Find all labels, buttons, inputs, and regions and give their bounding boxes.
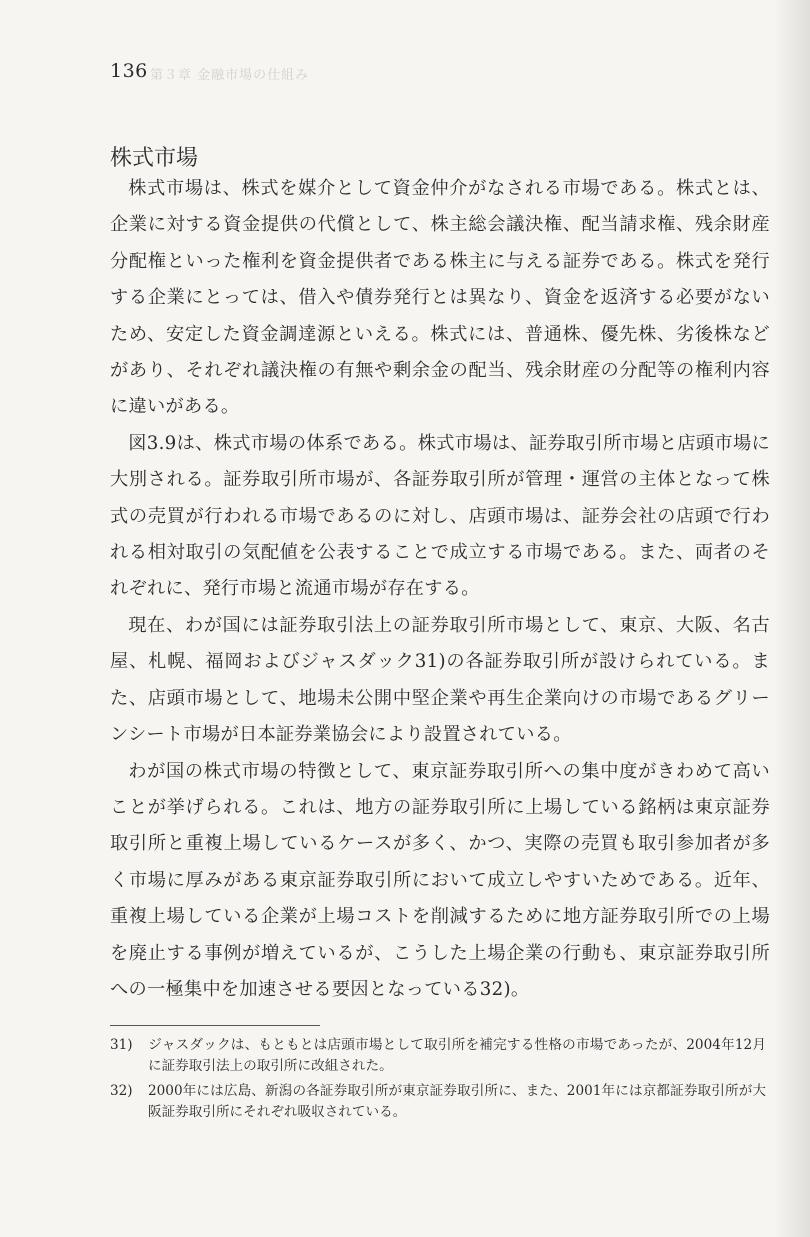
paragraph-1: 株式市場は、株式を媒介として資金仲介がなされる市場である。株式とは、企業に対する資金提供の代償として、株主総会議決権、配当請求権、残余財産分配権といった権利を資金提供者である株主に与える証券である。株式を発行する企業にとっては、借入や債券発行とは異なり、資金を返済する必要がないため、安定した資金調達源といえる。株式には、普通株、優先株、劣後株などがあり、それぞれ議決権の有無や剰余金の配当、残余財産の分配等の権利内容に違いがある。 [110, 178, 770, 418]
footnote-number: 32) [110, 1083, 133, 1099]
paragraph-2: 図3.9は、株式市場の体系である。株式市場は、証券取引所市場と店頭市場に大別される。証券取引所市場が、各証券取引所が管理・運営の主体となって株式の売買が行われる市場であるのに対し、店頭市場は、証券会社の店頭で行われる相対取引の気配値を公表することで成立する市場である。また、両者のそれぞれに、発行市場と流通市場が存在する。 [110, 432, 770, 600]
paragraph-3: 現在、わが国には証券取引法上の証券取引所市場として、東京、大阪、名古屋、札幌、福岡およびジャスダック31)の各証券取引所が設けられている。また、店頭市場として、地場未公開中堅企業や再生企業向けの市場であるグリーンシート市場が日本証券業協会により設置されている。 [110, 614, 770, 746]
footnote-number: 31) [110, 1037, 133, 1053]
footnote-32 [110, 1081, 766, 1123]
running-head: 第３章 金融市場の仕組み [150, 68, 310, 83]
footnote-31 [110, 1035, 766, 1077]
page-number: 136 [110, 60, 148, 82]
footnote-text: ジャスダックは、もともとは店頭市場として取引所を補完する性格の市場であったが、2004年12月に証券取引法上の取引所に改組された。 [148, 1037, 766, 1074]
footnote-text: 2000年には広島、新潟の各証券取引所が東京証券取引所に、また、2001年には京都証券取引所が大阪証券取引所にそれぞれ吸収されている。 [148, 1083, 766, 1120]
footnotes [110, 1035, 766, 1127]
footnote-divider [110, 1025, 320, 1026]
paragraph-4: わが国の株式市場の特徴として、東京証券取引所への集中度がきわめて高いことが挙げられる。これは、地方の証券取引所に上場している銘柄は東京証券取引所と重複上場しているケースが多く、かつ、実際の売買も取引参加者が多く市場に厚みがある東京証券取引所において成立しやすいためである。近年、重複上場している企業が上場コストを削減するために地方証券取引所での上場を廃止する事例が増えているが、こうした上場企業の行動も、東京証券取引所への一極集中を加速させる要因となっている32)。 [110, 760, 770, 1000]
page-edge-shadow [774, 0, 810, 1237]
body-text [110, 171, 770, 1008]
section-heading: 株式市場 [110, 146, 199, 172]
